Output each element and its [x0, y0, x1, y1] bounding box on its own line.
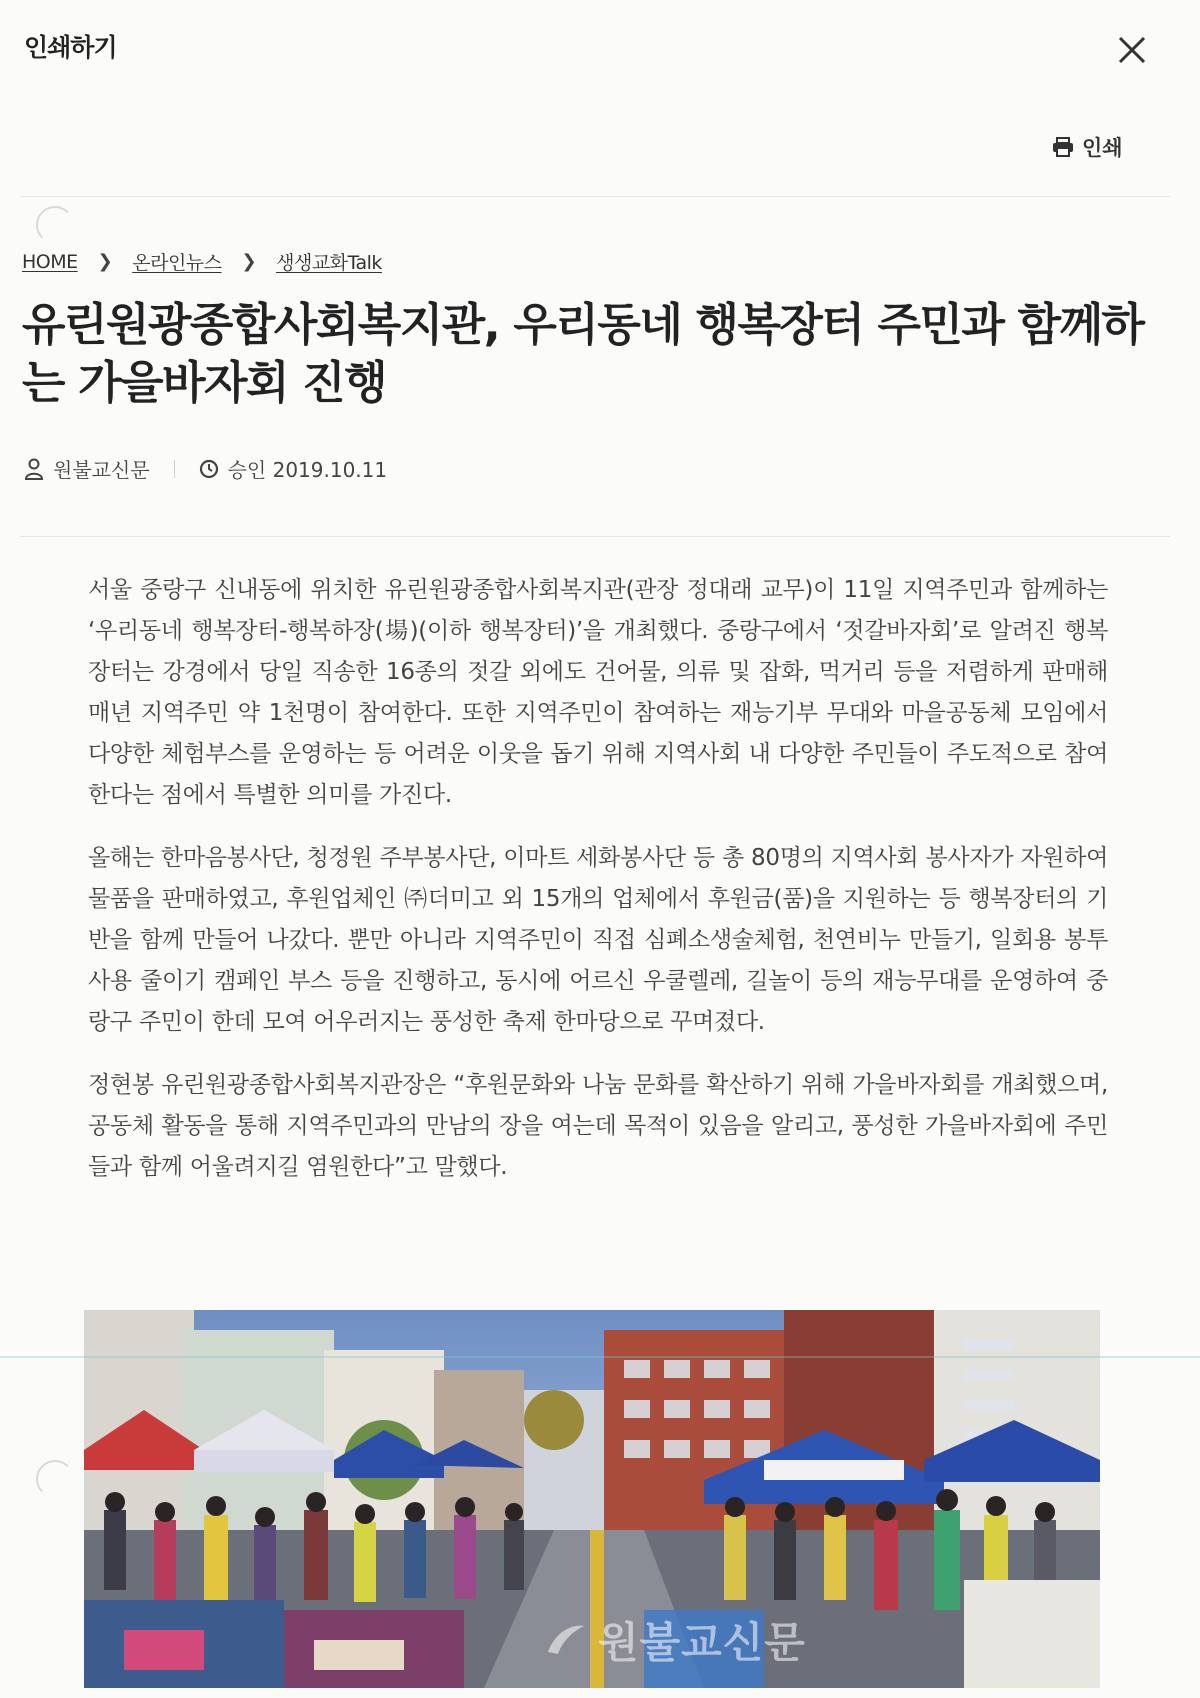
article-body	[88, 570, 1108, 1210]
breadcrumb-online-news-link[interactable]: 온라인뉴스	[132, 252, 222, 274]
article-photo	[84, 1310, 1100, 1688]
article-paragraph-1: 서울 중랑구 신내동에 위치한 유린원광종합사회복지관(관장 정대래 교무)이 11일 지역주민과 함께하는 ‘우리동네 행복장터-행복하장(場)(이하 행복장터)’을 개최했다. 중랑구에서 ‘젓갈바자회’로 알려진 행복장터는 강경에서 당일 직송한 16종의 젓갈 외에도 건어물, 의류 및 잡화, 먹거리 등을 저렴하게 판매해 매년 지역주민 약 1천명이 참여한다. 또한 지역주민이 참여하는 재능기부 무대와 마을공동체 모임에서 다양한 체험부스를 운영하는 등 어려운 이웃을 돕기 위해 지역사회 내 다양한 주민들이 주도적으로 참여한다는 점에서 특별한 의미를 가진다.	[88, 577, 1108, 808]
print-button-label: 인쇄	[1082, 136, 1123, 160]
print-button[interactable]	[1052, 132, 1123, 162]
breadcrumb-section-link[interactable]: 생생교화Talk	[276, 252, 382, 274]
user-icon	[24, 458, 44, 480]
author-info	[24, 454, 150, 483]
chevron-right-icon: ❯	[97, 251, 113, 272]
binder-hole-mark	[36, 206, 74, 244]
binder-hole-mark	[36, 1460, 74, 1498]
meta-divider	[174, 460, 175, 478]
author-name: 원불교신문	[53, 458, 150, 482]
approval-info	[199, 454, 388, 483]
close-icon	[1112, 30, 1152, 70]
print-dialog-title: 인쇄하기	[24, 33, 117, 62]
breadcrumb-home-link[interactable]: HOME	[22, 250, 78, 273]
photo-watermark	[544, 1610, 806, 1670]
header-divider	[20, 196, 1170, 197]
article-title: 유린원광종합사회복지관, 우리동네 행복장터 주민과 함께하는 가을바자회 진행	[22, 298, 1144, 409]
close-button[interactable]	[1112, 30, 1152, 70]
article-paragraph-2: 올해는 한마음봉사단, 청정원 주부봉사단, 이마트 세화봉사단 등 총 80명의 지역사회 봉사자가 자원하여 물품을 판매하였고, 후원업체인 ㈜더미고 외 15개의 업체에서 후원금(품)을 지원하는 등 행복장터의 기반을 함께 만들어 나갔다. 뿐만 아니라 지역주민이 직접 심폐소생술체험, 천연비누 만들기, 일회용 봉투 사용 줄이기 캠페인 부스 등을 진행하고, 동시에 어르신 우쿨렐레, 길놀이 등의 재능무대를 운영하여 중랑구 주민이 한데 모여 어우러지는 풍성한 축제 한마당으로 꾸며졌다.	[88, 845, 1108, 1035]
approval-date: 승인 2019.10.11	[227, 458, 388, 482]
article-meta	[24, 454, 387, 483]
meta-divider-line	[20, 536, 1170, 537]
scan-artifact-line	[0, 1356, 1200, 1358]
clock-icon	[199, 459, 219, 479]
newspaper-logo-icon	[544, 1622, 588, 1658]
breadcrumb	[22, 248, 382, 275]
printer-icon	[1052, 137, 1074, 157]
article-paragraph-3: 정현봉 유린원광종합사회복지관장은 “후원문화와 나눔 문화를 확산하기 위해 가을바자회를 개최했으며, 공동체 활동을 통해 지역주민과의 만남의 장을 여는데 목적이 있음을 알리고, 풍성한 가을바자회에 주민들과 함께 어울려지길 염원한다”고 말했다.	[88, 1072, 1108, 1180]
chevron-right-icon: ❯	[241, 251, 257, 272]
photo-watermark-text: 원불교신문	[598, 1618, 806, 1667]
